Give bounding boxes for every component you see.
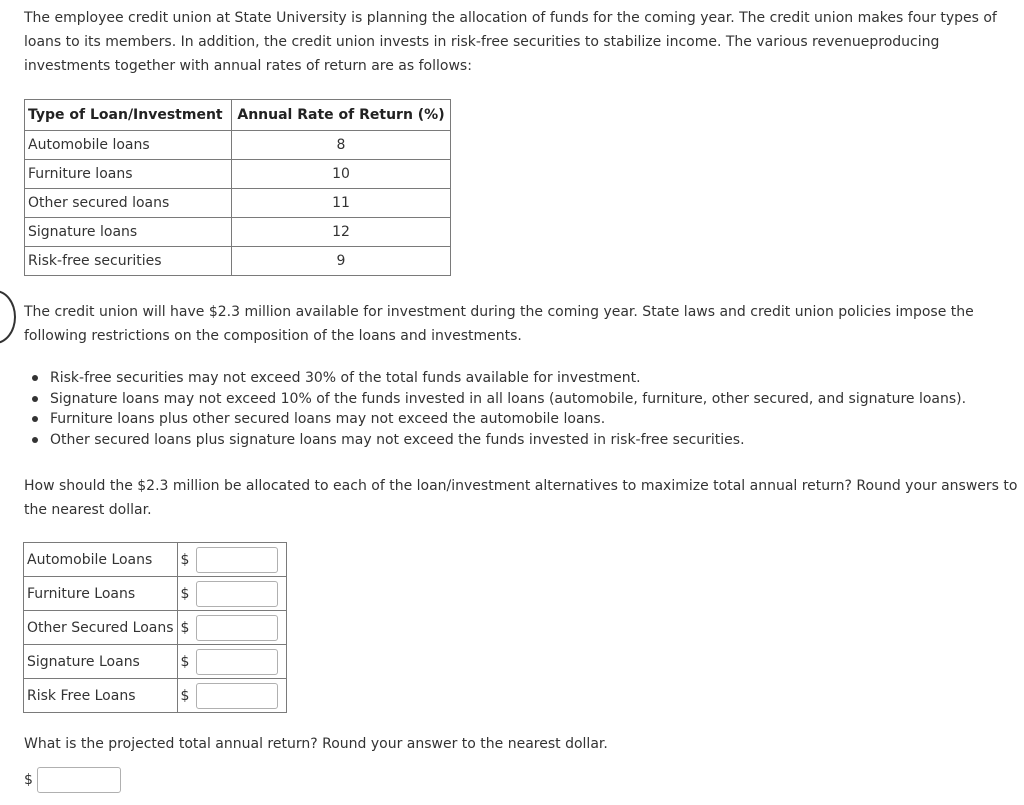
intro-paragraph: The employee credit union at State University is planning the allocation of funds for the coming year. The credit union makes four types of loans to its members. In addition, the credit union invests in risk-free securities to stabilize income. The various revenueproducing investments together with annual rates of return are as follows: xyxy=(24,10,997,74)
answer-label: Signature Loans xyxy=(24,645,178,679)
other-secured-loans-input[interactable] xyxy=(196,615,278,641)
header-type: Type of Loan/Investment xyxy=(25,100,232,131)
signature-loans-input[interactable] xyxy=(196,649,278,675)
risk-free-loans-input[interactable] xyxy=(196,683,278,709)
table-row xyxy=(25,131,451,160)
total-return-row xyxy=(24,767,121,793)
list-item: Risk-free securities may not exceed 30% of the total funds available for investment. xyxy=(28,368,966,389)
restrictions-list xyxy=(28,368,966,450)
answer-label: Furniture Loans xyxy=(24,577,178,611)
allocation-question: How should the $2.3 million be allocated to each of the loan/investment alternatives to maximize total annual return? Round your answers to the nearest dollar. xyxy=(24,478,1018,518)
rate-value: 10 xyxy=(232,160,451,189)
answer-cell xyxy=(177,611,286,645)
rates-table xyxy=(24,99,451,276)
answer-label: Automobile Loans xyxy=(24,543,178,577)
loan-type: Risk-free securities xyxy=(25,247,232,276)
answer-label: Risk Free Loans xyxy=(24,679,178,713)
furniture-loans-input[interactable] xyxy=(196,581,278,607)
table-row xyxy=(25,218,451,247)
table-row xyxy=(25,247,451,276)
loan-type: Other secured loans xyxy=(25,189,232,218)
dollar-sign: $ xyxy=(24,772,33,788)
answer-row xyxy=(24,611,287,645)
dollar-sign: $ xyxy=(180,687,190,704)
dollar-sign: $ xyxy=(180,585,190,602)
rate-value: 9 xyxy=(232,247,451,276)
table-row xyxy=(25,160,451,189)
rate-value: 11 xyxy=(232,189,451,218)
dollar-sign: $ xyxy=(180,619,190,636)
rate-value: 8 xyxy=(232,131,451,160)
rate-value: 12 xyxy=(232,218,451,247)
answer-cell xyxy=(177,543,286,577)
list-item: Signature loans may not exceed 10% of the funds invested in all loans (automobile, furniture, other secured, and signature loans). xyxy=(28,389,966,410)
answer-row xyxy=(24,543,287,577)
answer-row xyxy=(24,577,287,611)
table-row xyxy=(25,189,451,218)
answer-cell xyxy=(177,645,286,679)
funds-paragraph: The credit union will have $2.3 million available for investment during the coming year. State laws and credit union policies impose the following restrictions on the composition of the loans and investments. xyxy=(24,304,974,344)
dollar-sign: $ xyxy=(180,653,190,670)
answer-table xyxy=(23,542,287,713)
rates-table-header xyxy=(25,100,451,131)
loan-type: Furniture loans xyxy=(25,160,232,189)
answer-row xyxy=(24,645,287,679)
answer-cell xyxy=(177,577,286,611)
automobile-loans-input[interactable] xyxy=(196,547,278,573)
return-question: What is the projected total annual return? Round your answer to the nearest dollar. xyxy=(24,736,608,752)
header-rate: Annual Rate of Return (%) xyxy=(232,100,451,131)
total-return-input[interactable] xyxy=(37,767,121,793)
loan-type: Signature loans xyxy=(25,218,232,247)
partial-circle-mark xyxy=(0,290,16,344)
answer-cell xyxy=(177,679,286,713)
answer-row xyxy=(24,679,287,713)
answer-label: Other Secured Loans xyxy=(24,611,178,645)
loan-type: Automobile loans xyxy=(25,131,232,160)
list-item: Furniture loans plus other secured loans may not exceed the automobile loans. xyxy=(28,409,966,430)
list-item: Other secured loans plus signature loans may not exceed the funds invested in risk-free securities. xyxy=(28,430,966,451)
dollar-sign: $ xyxy=(180,551,190,568)
